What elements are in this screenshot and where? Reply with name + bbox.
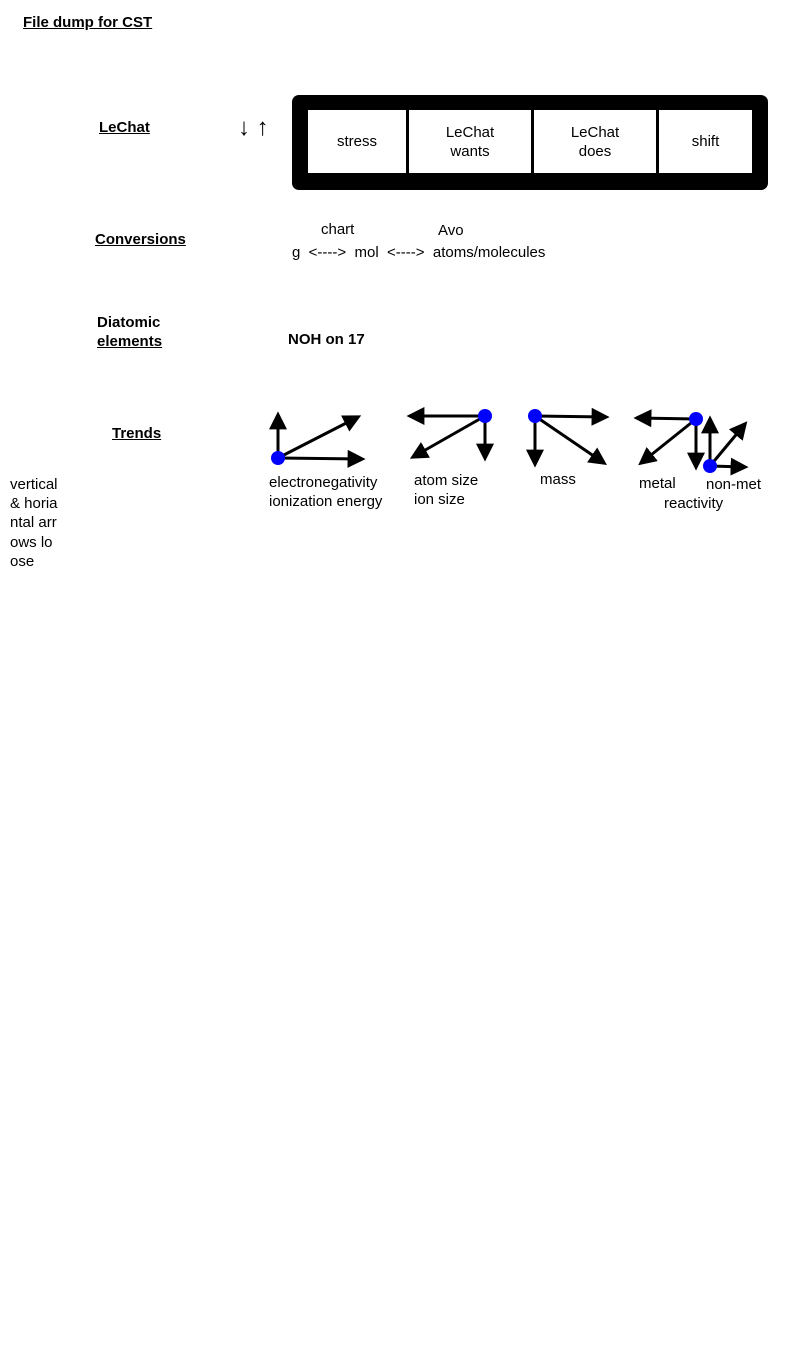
trend2-caption [414,471,478,509]
page-title: File dump for CST [23,14,153,31]
trend1-line2: ionization energy [269,493,383,510]
trend4-origin-dot [689,412,703,426]
trend4-reactivity: reactivity [664,495,724,512]
lechat-label: LeChat [99,119,150,136]
lechat-cell-shift: shift [659,110,752,173]
conversions-label: Conversions [95,231,186,248]
trend1-line1: electronegativity [269,474,378,491]
diatomic-label-line2: elements [97,333,163,350]
trend2-origin-dot [478,409,492,423]
trends-label: Trends [112,425,162,442]
down-up-arrows: ↓ ↑ [238,114,269,141]
trend1-origin-dot [271,451,285,465]
diatomic-rule: NOH on 17 [288,331,365,348]
trend4-diagonal-arrow [641,419,696,463]
side-note: vertical & horiantal arrows loose [10,476,58,570]
trend2-line2: ion size [414,491,465,508]
diatomic-label-line1: Diatomic [97,314,161,331]
lechat-cell-does: LeChat does [534,110,656,173]
trend3-caption: mass [540,471,576,488]
trend2-diagonal-arrow [413,416,485,457]
trend3-origin-dot [528,409,542,423]
trend1-caption [269,473,382,511]
trend2-line1: atom size [414,472,479,489]
trend1-diagonal-arrow [278,417,358,458]
trend4b-origin-dot [703,459,717,473]
conversions-avo-label: Avo [438,222,464,239]
conversions-chart-label: chart [321,221,355,238]
lechat-cell-stress: stress [308,110,406,173]
trend1-right-arrow [278,458,362,459]
trend4-metal: metal [639,475,676,492]
trend3-right-arrow [535,416,606,417]
trend3-diagonal-arrow [535,416,604,463]
trend4-left-arrow [637,418,696,419]
trend4b-diagonal-arrow [710,424,745,466]
conversions-line: g <----> mol <----> atoms/molecules [292,244,546,261]
trend4-nonmet: non-met [706,476,762,493]
lechat-cell-wants: LeChat wants [409,110,531,173]
trend-arrows-diagram [0,0,800,520]
